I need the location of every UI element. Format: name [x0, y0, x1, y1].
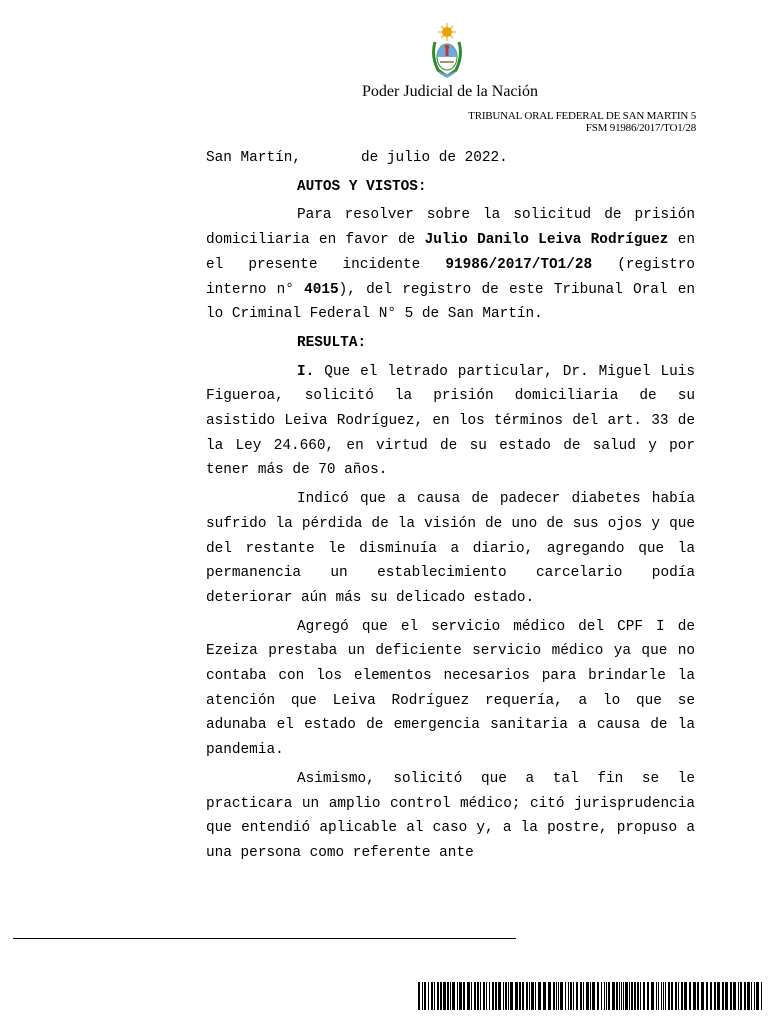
barcode-bar — [668, 982, 670, 1010]
heading-autos-y-vistos: AUTOS Y VISTOS: — [297, 178, 427, 195]
barcode-bar — [738, 982, 739, 1010]
date-place: San Martín, — [206, 150, 301, 166]
defendant-name: Julio Danilo Leiva Rodríguez — [424, 232, 669, 249]
barcode-bar — [529, 982, 530, 1010]
barcode-bar — [744, 982, 746, 1010]
barcode-bar — [483, 982, 485, 1010]
document-body — [206, 146, 695, 870]
barcode-bar — [447, 982, 449, 1010]
barcode-bar — [706, 982, 708, 1010]
intro-text-c: (registro interno n° — [206, 256, 695, 298]
barcode-bar — [431, 982, 433, 1010]
institution-title — [0, 83, 768, 101]
paragraph-agrego: Agregó que el servicio médico del CPF I de Ezeiza prestaba un deficiente servicio médico ya que no contaba con los elementos necesarios para brindarle la atención que Leiva Rodríguez requería, a lo que se adunaba el estado de emergencia sanitaria a causa de la pandemia. — [206, 618, 695, 759]
barcode-bar — [548, 982, 551, 1010]
case-reference: FSM 91986/2017/TO1/28 — [585, 122, 696, 134]
section-number: I. — [297, 363, 315, 380]
intro-text-b: en el presente incidente — [206, 232, 695, 273]
barcode-bar — [751, 982, 752, 1010]
barcode-bar — [671, 982, 673, 1010]
case-number: 91986/2017/TO1/28 — [445, 256, 593, 273]
coat-of-arms-icon — [430, 22, 464, 80]
barcode-bar — [634, 982, 636, 1010]
barcode-bar — [754, 982, 755, 1010]
barcode-bar — [604, 982, 605, 1010]
barcode-bar — [710, 982, 712, 1010]
barcode-bar — [592, 982, 595, 1010]
barcode-bar — [519, 982, 521, 1010]
barcode-bar — [498, 982, 501, 1010]
barcode-bar — [570, 982, 572, 1010]
barcode-bar — [740, 982, 742, 1010]
barcode-bar — [443, 982, 446, 1010]
barcode-bar — [505, 982, 507, 1010]
barcode-bar — [522, 982, 524, 1010]
barcode-bar — [675, 982, 677, 1010]
barcode-bar — [637, 982, 639, 1010]
barcode-bar — [583, 982, 584, 1010]
barcode-bar — [474, 982, 476, 1010]
barcode-bar — [663, 982, 664, 1010]
barcode-bar — [681, 982, 683, 1010]
barcode-bar — [612, 982, 615, 1010]
barcode-bar — [619, 982, 620, 1010]
barcode-bar — [477, 982, 479, 1010]
barcode-bar — [714, 982, 716, 1010]
barcode-bar — [756, 982, 759, 1010]
intro-text-d: ), del registro de este Tribunal Oral en lo Criminal Federal N° 5 de San Martín. — [206, 281, 695, 323]
barcode-bar — [434, 982, 435, 1010]
barcode-bar — [486, 982, 487, 1010]
barcode-bar — [656, 982, 657, 1010]
barcode-bar — [747, 982, 750, 1010]
barcode-bar — [538, 982, 541, 1010]
barcode-bar — [450, 982, 451, 1010]
barcode-bar — [631, 982, 633, 1010]
barcode-bar — [553, 982, 555, 1010]
footnote-separator — [13, 938, 516, 939]
barcode-bar — [467, 982, 470, 1010]
barcode-bar — [616, 982, 618, 1010]
barcode-bar — [543, 982, 546, 1010]
barcode-bar — [515, 982, 518, 1010]
barcode-bar — [471, 982, 472, 1010]
barcode-bar — [503, 982, 504, 1010]
barcode-bar — [678, 982, 679, 1010]
barcode-bar — [606, 982, 607, 1010]
barcode-bar — [492, 982, 494, 1010]
barcode-bar — [422, 982, 423, 1010]
barcode-bar — [684, 982, 687, 1010]
barcode-bar — [722, 982, 724, 1010]
barcode-bar — [556, 982, 557, 1010]
barcode-bar — [580, 982, 582, 1010]
barcode-bar — [608, 982, 610, 1010]
paragraph-asimismo: Asimismo, solicitó que a tal fin se le practicara un amplio control médico; citó jurisprudencia que entendió aplicable al caso y, a la postre, propuso a una persona como referente ante — [206, 770, 695, 861]
barcode-bar — [418, 982, 420, 1010]
intro-text-a: Para resolver sobre la solicitud de prisión domiciliaria en favor de — [206, 207, 695, 249]
barcode-bar — [424, 982, 426, 1010]
barcode-bar — [510, 982, 513, 1010]
barcode-bar — [717, 982, 720, 1010]
barcode-bar — [647, 982, 649, 1010]
barcode-bar — [508, 982, 509, 1010]
barcode-bar — [725, 982, 728, 1010]
barcode-bar — [535, 982, 536, 1010]
barcode-bar — [697, 982, 699, 1010]
barcode-bar — [761, 982, 762, 1010]
barcode-bar — [730, 982, 732, 1010]
court-name: TRIBUNAL ORAL FEDERAL DE SAN MARTIN 5 — [468, 110, 696, 122]
barcode-bar — [643, 982, 645, 1010]
barcode-bar — [665, 982, 666, 1010]
heading-resulta: RESULTA: — [297, 334, 367, 351]
barcode-bar — [573, 982, 574, 1010]
barcode-bar — [560, 982, 563, 1010]
barcode-bar — [661, 982, 662, 1010]
barcode-bar — [733, 982, 736, 1010]
paragraph-resulta-1 — [206, 360, 695, 484]
barcode-bar — [658, 982, 659, 1010]
barcode-bar — [640, 982, 641, 1010]
paragraph-intro — [206, 203, 695, 327]
barcode-bar — [558, 982, 559, 1010]
barcode-icon — [418, 982, 763, 1010]
barcode-bar — [576, 982, 578, 1010]
barcode-bar — [623, 982, 624, 1010]
barcode-bar — [440, 982, 442, 1010]
barcode-bar — [689, 982, 691, 1010]
paragraph-indico: Indicó que a causa de padecer diabetes había sufrido la pérdida de la visión de uno de sus ojos y que del restante le disminuía a diario, agregando que la permanencia un establecimiento carcelario podía deteriorar aún más su delicado estado. — [206, 491, 695, 606]
internal-registry: 4015 — [304, 281, 339, 298]
barcode-bar — [601, 982, 602, 1010]
barcode-bar — [651, 982, 654, 1010]
barcode-bar — [480, 982, 481, 1010]
barcode-bar — [568, 982, 569, 1010]
barcode-bar — [459, 982, 462, 1010]
barcode-bar — [463, 982, 465, 1010]
barcode-bar — [701, 982, 704, 1010]
institution-name: Poder Judicial de la Nación — [362, 83, 538, 100]
barcode-bar — [489, 982, 490, 1010]
barcode-bar — [597, 982, 599, 1010]
date-line — [206, 146, 695, 171]
barcode-bar — [428, 982, 429, 1010]
barcode-bar — [590, 982, 591, 1010]
barcode-bar — [586, 982, 589, 1010]
barcode-bar — [437, 982, 439, 1010]
barcode-bar — [457, 982, 458, 1010]
barcode-bar — [565, 982, 566, 1010]
barcode-bar — [625, 982, 628, 1010]
barcode-bar — [452, 982, 455, 1010]
barcode-bar — [621, 982, 622, 1010]
barcode-bar — [526, 982, 528, 1010]
barcode-bar — [531, 982, 534, 1010]
paragraph-resulta-1-text: Que el letrado particular, Dr. Miguel Luis Figueroa, solicitó la prisión domiciliaria de su asistido Leiva Rodríguez, en los términos del art. 33 de la Ley 24.660, en virtud de su estado de salud y por tener más de 70 años. — [206, 363, 695, 479]
date-text: de julio de 2022. — [361, 150, 508, 166]
barcode-bar — [629, 982, 630, 1010]
barcode-bar — [495, 982, 497, 1010]
barcode-bar — [693, 982, 696, 1010]
